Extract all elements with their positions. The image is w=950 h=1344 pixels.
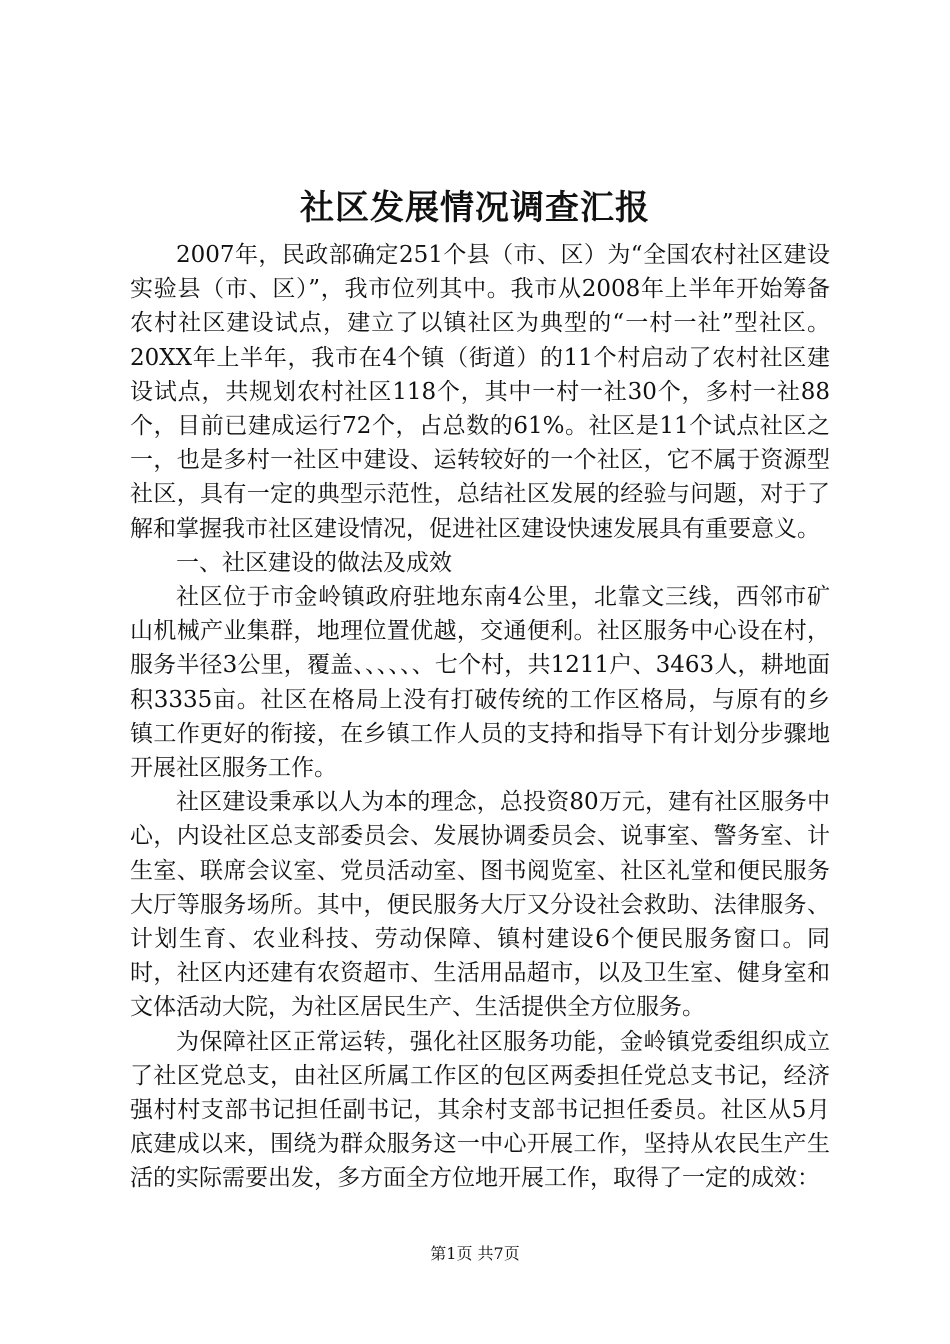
- document-body: [130, 238, 830, 1196]
- page-footer: 第1页 共7页: [430, 1244, 520, 1263]
- paragraph-location: 社区位于市金岭镇政府驻地东南4公里，北靠文三线，西邻市矿山机械产业集群，地理位置优越，交通便利。社区服务中心设在村，服务半径3公里，覆盖、、、、、、七个村，共1211户、3463人，耕地面积3335亩。社区在格局上没有打破传统的工作区格局，与原有的乡镇工作更好的衔接，在乡镇工作人员的支持和指导下有计划分步骤地开展社区服务工作。: [130, 584, 830, 782]
- paragraph-organization: 为保障社区正常运转，强化社区服务功能，金岭镇党委组织成立了社区党总支，由社区所属工作区的包区两委担任党总支书记，经济强村村支部书记担任副书记，其余村支部书记担任委员。社区从5月底建成以来，围绕为群众服务这一中心开展工作，坚持从农民生产生活的实际需要出发，多方面全方位地开展工作，取得了一定的成效：: [130, 1028, 830, 1192]
- paragraph-intro: 2007年，民政部确定251个县（市、区）为“全国农村社区建设实验县（市、区）”，我市位列其中。我市从2008年上半年开始筹备农村社区建设试点，建立了以镇社区为典型的“一村一社”型社区。20XX年上半年，我市在4个镇（街道）的11个村启动了农村社区建设试点，共规划农村社区118个，其中一村一社30个，多村一社88个，目前已建成运行72个，占总数的61%。社区是11个试点社区之一，也是多村一社区中建设、运转较好的一个社区，它不属于资源型社区，具有一定的典型示范性，总结社区发展的经验与问题，对于了解和掌握我市社区建设情况，促进社区建设快速发展具有重要意义。: [130, 242, 830, 542]
- section-heading-1: 一、社区建设的做法及成效: [176, 549, 452, 576]
- paragraph-facilities: 社区建设秉承以人为本的理念，总投资80万元，建有社区服务中心，内设社区总支部委员会、发展协调委员会、说事室、警务室、计生室、联席会议室、党员活动室、图书阅览室、社区礼堂和便民服务大厅等服务场所。其中，便民服务大厅又分设社会救助、法律服务、计划生育、农业科技、劳动保障、镇村建设6个便民服务窗口。同时，社区内还建有农资超市、生活用品超市，以及卫生室、健身室和文体活动大院，为社区居民生产、生活提供全方位服务。: [130, 789, 830, 1021]
- document-title: 社区发展情况调查汇报: [300, 188, 650, 228]
